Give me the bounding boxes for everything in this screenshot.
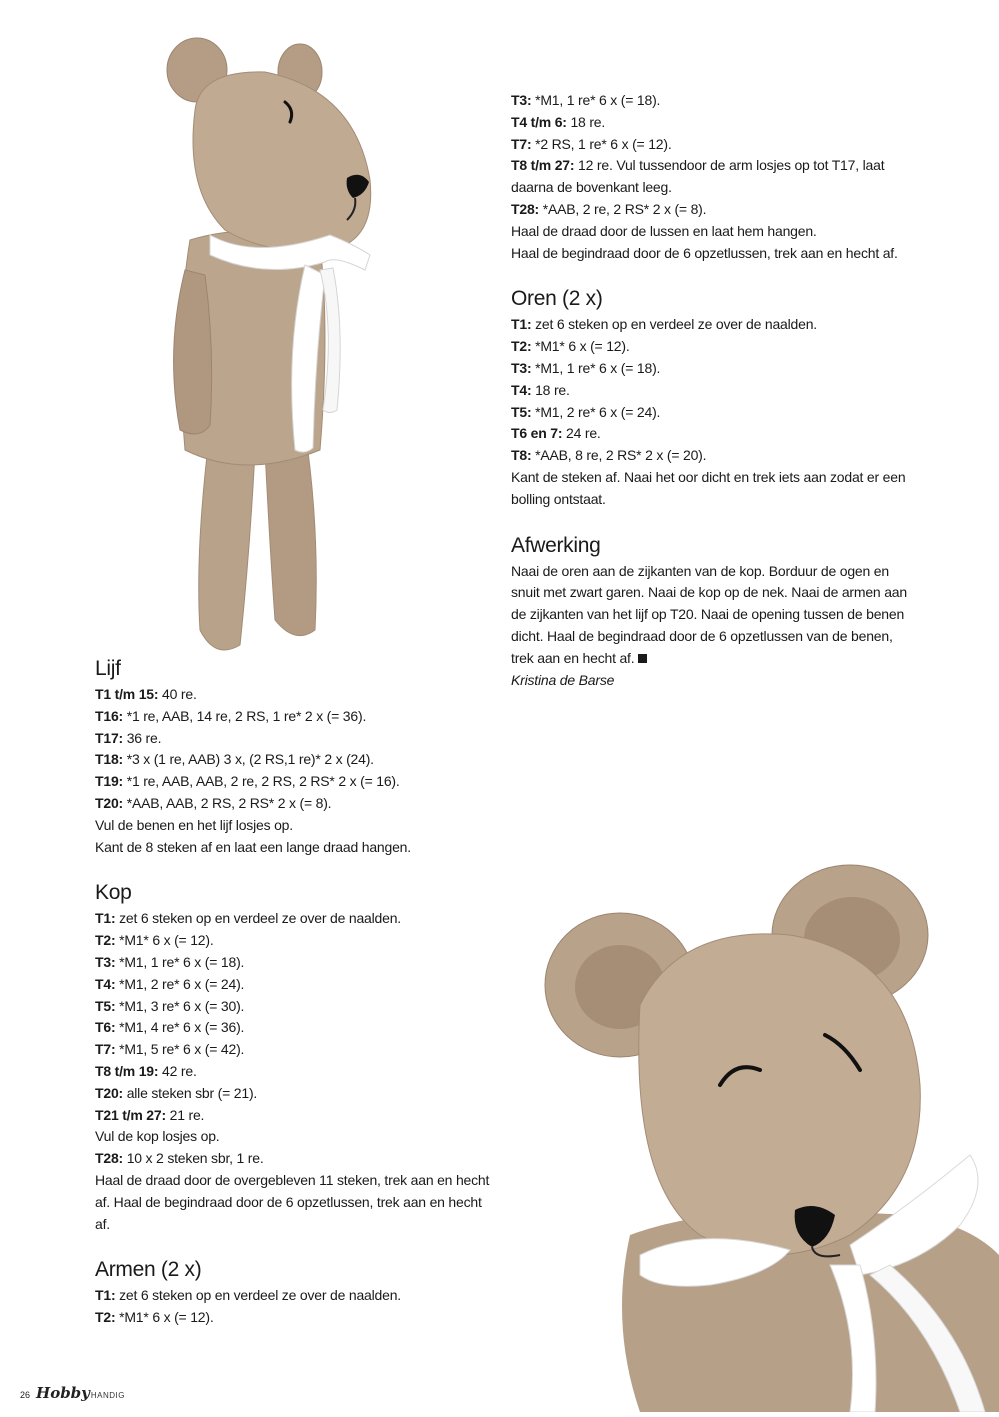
section-afwerking (511, 533, 911, 692)
row-kop-6: T6: *M1, 4 re* 6 x (= 36). (95, 1019, 245, 1036)
end-mark-icon (638, 654, 647, 663)
section-kop (95, 880, 495, 1235)
row-lijf-4: T18: *3 x (1 re, AAB) 3 x, (2 RS,1 re)* 2 x (24). (95, 751, 374, 768)
row-kop-1: T1: zet 6 steken op en verdeel ze over de naalden. (95, 910, 401, 927)
row-lijf-3: T17: 36 re. (95, 729, 162, 746)
heading-armen: Armen (2 x) (95, 1258, 202, 1282)
row-armen-2: T2: *M1* 6 x (= 12). (95, 1309, 214, 1326)
bear-full-illustration (155, 30, 395, 665)
bear-closeup-photo (530, 855, 999, 1412)
row-armen-6: T8 t/m 27: 12 re. Vul tussendoor de arm losjes op tot T17, laat daarna de bovenkant leeg. (511, 157, 885, 196)
row-lijf-2: T16: *1 re, AAB, 14 re, 2 RS, 1 re* 2 x (= 36). (95, 707, 367, 724)
row-kop-7: T7: *M1, 5 re* 6 x (= 42). (95, 1041, 245, 1058)
row-kop-28: T28: 10 x 2 steken sbr, 1 re. (95, 1150, 264, 1167)
row-kop-3: T3: *M1, 1 re* 6 x (= 18). (95, 953, 245, 970)
note-lijf-2: Kant de 8 steken af en laat een lange draad hangen. (95, 838, 411, 855)
page-number: 26 (20, 1390, 31, 1400)
heading-kop: Kop (95, 881, 132, 905)
section-lijf (95, 656, 495, 858)
heading-oren: Oren (2 x) (511, 287, 603, 311)
row-kop-5: T5: *M1, 3 re* 6 x (= 30). (95, 997, 245, 1014)
right-column (511, 90, 911, 713)
heading-afwerking: Afwerking (511, 533, 601, 557)
row-oren-7: T8: *AAB, 8 re, 2 RS* 2 x (= 20). (511, 447, 707, 464)
bear-full-photo (155, 30, 395, 665)
row-oren-6: T6 en 7: 24 re. (511, 425, 601, 442)
note-kop-1: Vul de kop losjes op. (95, 1128, 220, 1145)
row-kop-4: T4: *M1, 2 re* 6 x (= 24). (95, 975, 245, 992)
afwerking-text: Naai de oren aan de zijkanten van de kop. Borduur de ogen en snuit met zwart garen. Naai de kop op de nek. Naai de armen aan de zijkanten van het lijf op T20. Naai de opening tussen de benen dicht. Haal de begindraad door de 6 opzetlussen van de benen, trek aan en hecht af. (511, 562, 907, 666)
heading-lijf: Lijf (95, 657, 121, 680)
row-kop-9: T20: alle steken sbr (= 21). (95, 1084, 258, 1101)
note-oren: Kant de steken af. Naai het oor dicht en trek iets aan zodat er een bolling ontstaat. (511, 468, 906, 507)
row-kop-8: T8 t/m 19: 42 re. (95, 1062, 197, 1079)
magazine-logo-hobby: Hobby (36, 1384, 90, 1402)
page-footer (20, 1384, 125, 1404)
row-armen-3: T3: *M1, 1 re* 6 x (= 18). (511, 92, 661, 108)
row-lijf-6: T20: *AAB, AAB, 2 RS, 2 RS* 2 x (= 8). (95, 794, 332, 811)
row-armen-4: T4 t/m 6: 18 re. (511, 113, 606, 130)
row-oren-4: T4: 18 re. (511, 381, 570, 398)
section-oren (511, 286, 911, 510)
row-lijf-5: T19: *1 re, AAB, AAB, 2 re, 2 RS, 2 RS* 2 x (= 16). (95, 773, 400, 790)
row-kop-2: T2: *M1* 6 x (= 12). (95, 932, 214, 949)
row-oren-2: T2: *M1* 6 x (= 12). (511, 338, 630, 355)
row-armen-5: T7: *2 RS, 1 re* 6 x (= 12). (511, 135, 672, 152)
row-lijf-1: T1 t/m 15: 40 re. (95, 686, 197, 702)
left-column (95, 656, 495, 1351)
row-oren-5: T5: *M1, 2 re* 6 x (= 24). (511, 403, 661, 420)
note-armen-2: Haal de begindraad door de 6 opzetlussen, trek aan en hecht af. (511, 244, 898, 261)
row-oren-1: T1: zet 6 steken op en verdeel ze over de naalden. (511, 316, 817, 333)
author-credit: Kristina de Barse (511, 671, 615, 688)
row-oren-3: T3: *M1, 1 re* 6 x (= 18). (511, 359, 661, 376)
section-armen-continued (511, 90, 911, 264)
note-lijf-1: Vul de benen en het lijf losjes op. (95, 816, 293, 833)
row-armen-1: T1: zet 6 steken op en verdeel ze over de naalden. (95, 1287, 401, 1304)
note-armen-1: Haal de draad door de lussen en laat hem hangen. (511, 222, 817, 239)
bear-closeup-illustration (530, 855, 999, 1412)
row-armen-7: T28: *AAB, 2 re, 2 RS* 2 x (= 8). (511, 200, 707, 217)
magazine-logo-handig: HANDIG (90, 1391, 126, 1400)
row-kop-10: T21 t/m 27: 21 re. (95, 1106, 205, 1123)
section-armen (95, 1257, 495, 1329)
note-kop-closing: Haal de draad door de overgebleven 11 steken, trek aan en hecht af. Haal de begindraad door de 6 opzetlussen, trek aan en hecht af. (95, 1171, 490, 1232)
